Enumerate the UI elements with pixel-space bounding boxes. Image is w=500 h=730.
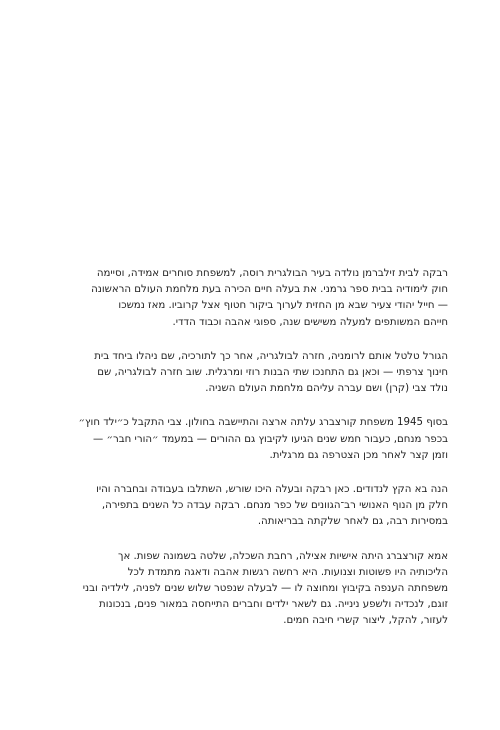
text-line: נולד צבי (קרן) ושם עברה עליהם מלחמת העולם השניה. xyxy=(205,383,448,395)
paragraph-3 xyxy=(68,415,448,464)
paragraph-5 xyxy=(68,549,448,630)
memorial-text xyxy=(68,266,448,648)
text-line: חוק לימודיה בבית ספר גרמני. את בעלה חיים הכירה בעת מלחמת העולם הראשונה xyxy=(91,284,448,296)
paragraph-1 xyxy=(68,266,448,331)
text-line: בסוף 1945 משפחת קורצברג עלתה ארצה והתיישבה בחולון. צבי התקבל כ״ילד חוץ״ xyxy=(78,417,448,429)
text-line: משפחתה הענפה בקיבוץ ומחוצה לו — לבעלה שנפטר שלוש שנים לפניה, לילדיה ובני xyxy=(82,583,448,595)
paragraph-4 xyxy=(68,482,448,531)
text-line: הליכותיה היו פשוטות וצנועות. היא רחשה רגשות אהבה ודאגה מתמדת לכל xyxy=(127,566,448,578)
text-line: במסירות רבה, גם לאחר שלקתה בבריאותה. xyxy=(257,516,448,528)
text-line: וזמן קצר לאחר מכן הצטרפה גם מרגלית. xyxy=(269,449,448,461)
text-line: רבקה לבית זילברמן נולדה בעיר הבולגרית רוסה, למשפחת סוחרים אמידה, וסיימה xyxy=(96,268,448,279)
text-line: אמא קורצברג היתה אישיות אצילה, רחבת השכלה, שלטה בשמונה שפות. אך xyxy=(117,550,448,562)
text-line: לעזור, להקל, ליצור קשרי חיבה חמים. xyxy=(283,615,448,627)
paragraph-2 xyxy=(68,349,448,398)
text-line: — חייל יהודי צעיר שבא מן החזית לערוך ביקור חטוף אצל קרוביו. מאז נמשכו xyxy=(118,300,448,312)
text-line: זוגם, לנכדיה ולשפע נינייה. גם לשאר ילדים וחברים התייחסה במאור פנים, בנכונות xyxy=(99,599,448,611)
text-line: הגורל טלטל אותם לרומניה, חזרה לבולגריה, אחר כך לתורכיה, שם ניהלו ביחד בית xyxy=(94,350,448,362)
text-line: חלק מן הנוף האנושי רב־הגוונים של כפר מנחם. רבקה עבדה כל השנים בתפירה, xyxy=(101,500,448,512)
text-line: חייהם המשותפים למעלה משישים שנה, ספוגי אהבה וכבוד הדדי. xyxy=(172,316,448,328)
text-line: בכפר מנחם, כעבור חמש שנים הגיעו לקיבוץ גם ההורים — במעמד ״הורי חבר״ — xyxy=(93,433,448,445)
text-line: הנה בא הקץ לנדודים. כאן רבקה ובעלה היכו שורש, השתלבו בעבודה ובחברה והיו xyxy=(96,484,448,496)
text-line: חינוך צרפתי — וכאן גם התחנכו שתי הבנות רוזי ומרגלית. שוב חזרה לבולגריה, שם xyxy=(97,367,448,379)
